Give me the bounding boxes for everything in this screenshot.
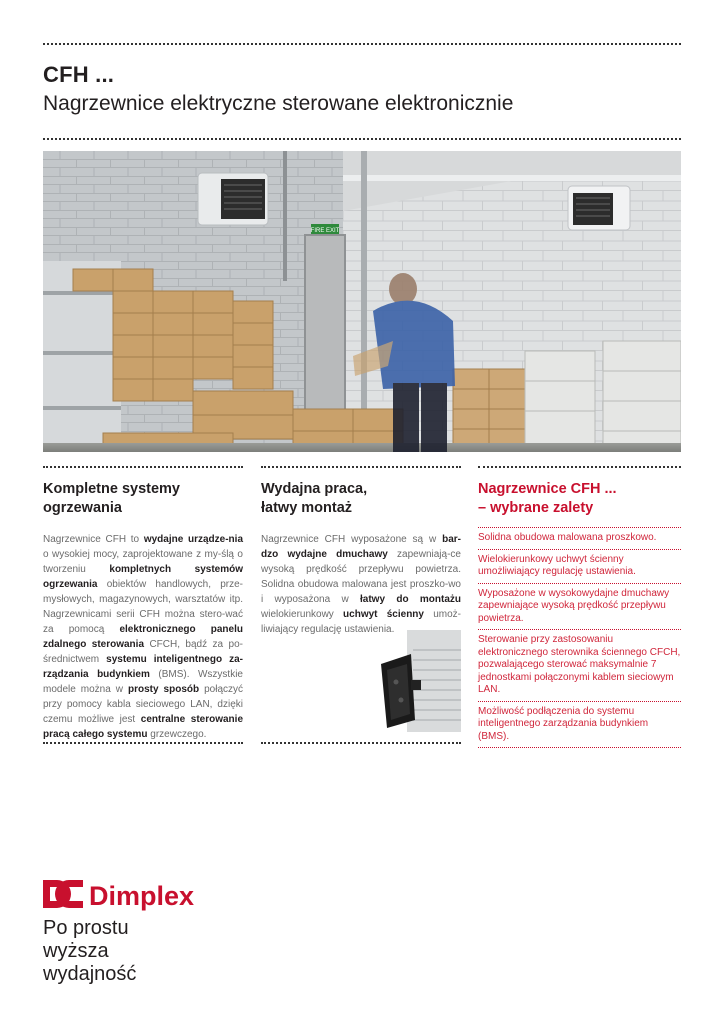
- body-text: obiektów handlowych, prze-mysłowych, magazynowych, warsztatów itp. Nagrzewnicami serii CFH można stero-wać za pomocą: [43, 579, 243, 635]
- col3-heading: Nagrzewnice CFH ... – wybrane zalety: [478, 481, 617, 516]
- col1-bottom-rule: [43, 742, 243, 744]
- advantage-item: Wielokierunkowy uchwyt ścienny umożliwiający regulację ustawienia.: [478, 550, 681, 584]
- col3-top-rule: [478, 466, 681, 468]
- bold-text: elektronicznego panelu zdalnego sterowania: [43, 624, 243, 650]
- bold-text: bar-dzo wydajne dmuchawy: [261, 534, 461, 560]
- dimplex-logo: [43, 876, 213, 917]
- body-text: wielokierunkowy: [261, 609, 344, 620]
- top-dotted-rule: [43, 43, 681, 45]
- advantage-item: Możliwość podłączenia do systemu inteligentnego zarządzania budynkiem (BMS).: [478, 702, 681, 749]
- body-text: CFCH, bądź za po-średnictwem: [43, 639, 243, 665]
- col2-paragraph: [261, 532, 461, 637]
- body-text: grzewczego.: [147, 729, 207, 740]
- col2-bottom-rule: [261, 742, 461, 744]
- warehouse-photo: [43, 151, 681, 452]
- slogan: [43, 917, 136, 986]
- column-efficient-operation: [261, 480, 461, 637]
- col1-heading: Kompletne systemy ogrzewania: [43, 481, 180, 516]
- fire-exit-sign: FIRE EXIT: [310, 228, 340, 234]
- col1-top-rule: [43, 466, 243, 468]
- slogan-line: Po prostu: [43, 917, 129, 939]
- page-title: CFH ...: [43, 62, 115, 87]
- body-text: (BMS). Wszystkie modele można w: [43, 669, 243, 695]
- body-text: umoż-liwiający regulację ustawienia.: [261, 609, 462, 635]
- body-text: o wysokiej mocy, zaprojektowane z my-ślą o tworzeniu: [43, 549, 243, 575]
- bold-text: kompletnych systemów ogrzewania: [43, 564, 244, 590]
- column-complete-systems: [43, 480, 243, 742]
- wall-bracket-image: [377, 630, 461, 732]
- advantage-item: Solidna obudowa malowana proszkowo.: [478, 527, 681, 550]
- brand-name: Dimplex: [89, 881, 195, 911]
- bold-text: łatwy do montażu: [360, 594, 461, 605]
- body-text: Nagrzewnice CFH wyposażone są w: [261, 534, 443, 545]
- advantage-item: Wyposażone w wysokowydajne dmuchawy zapewniające wysoką prędkość przepływu powietrza.: [478, 584, 681, 631]
- slogan-line: wyższa: [43, 940, 109, 962]
- bold-text: uchwyt ścienny: [343, 609, 424, 620]
- header-dotted-rule: [43, 138, 681, 140]
- advantages-list: [478, 527, 681, 748]
- advantage-item: Sterowanie przy zastosowaniu elektronicznego sterownika ściennego CFCH, pozwalającego sterować maksymalnie 7 jednostkami połączonymi kablem sieciowym LAN.: [478, 630, 681, 702]
- body-text: połączyć przy pomocy kabla sieciowego LAN, dzięki czemu możliwe jest: [43, 684, 244, 725]
- col2-heading: Wydajna praca, łatwy montaż: [261, 481, 368, 516]
- body-text: Nagrzewnice CFH to: [43, 534, 144, 545]
- bold-text: prosty sposób: [128, 684, 200, 695]
- col2-top-rule: [261, 466, 461, 468]
- col1-paragraph: [43, 532, 243, 742]
- slogan-line: wydajność: [43, 963, 137, 985]
- column-advantages: [478, 480, 681, 518]
- body-text: zapewniają-ce wysoką prędkość przepływu powietrza. Solidna obudowa malowana jest proszko-wo i wyposażona w: [261, 549, 461, 605]
- bold-text: wydajne urządze-nia: [143, 534, 244, 545]
- bold-text: systemu inteligentnego za-rządzania budynkiem: [43, 654, 244, 680]
- bold-text: centralne sterowanie pracą całego systemu: [43, 714, 244, 740]
- page-subtitle: Nagrzewnice elektryczne sterowane elektronicznie: [43, 92, 514, 115]
